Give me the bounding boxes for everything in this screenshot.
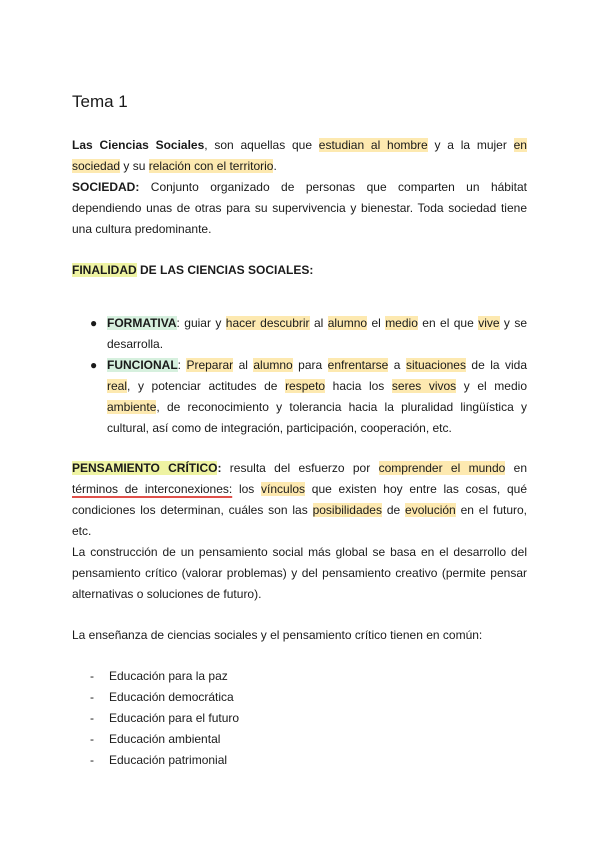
list-item-label: Educación para el futuro: [109, 711, 240, 725]
dash-icon: -: [90, 732, 94, 746]
list-item-label: Educación patrimonial: [109, 753, 228, 767]
text-span: al: [233, 358, 254, 372]
text-span: , son aquellas que: [204, 138, 319, 152]
text-span: resulta del esfuerzo por: [221, 461, 379, 475]
highlight: en sociedad: [72, 138, 527, 173]
finalidad-list: [72, 313, 527, 439]
highlight: real: [107, 379, 128, 393]
list-item: [72, 687, 527, 708]
text-span: a: [388, 358, 406, 372]
highlight: alumno: [327, 316, 368, 330]
text-span: y se desarrolla.: [107, 316, 528, 351]
highlight: situaciones: [405, 358, 466, 372]
funcional-term: FUNCIONAL: [107, 358, 178, 372]
list-item: [72, 313, 527, 355]
page-title: Tema 1: [72, 92, 128, 111]
text-span: , de reconocimiento y tolerancia hacia la pluralidad lingüística y cultural, así como de integración, participación, cooperación, etc.: [107, 400, 527, 435]
text-span: que existen hoy entre las cosas, qué condiciones los determinan, cuáles son las: [72, 482, 527, 517]
text-span: Conjunto organizado de personas que comparten un hábitat dependiendo unas de otras para su supervivencia y bienestar. Toda sociedad tiene una cultura predominante.: [72, 180, 527, 236]
ensenanza-paragraph: La enseñanza de ciencias sociales y el pensamiento crítico tienen en común:: [72, 628, 483, 642]
highlight: alumno: [253, 358, 293, 372]
dash-icon: -: [90, 690, 94, 704]
sociedad-term: SOCIEDAD:: [72, 180, 140, 194]
dash-icon: -: [90, 669, 94, 683]
highlight: evolución: [405, 503, 456, 517]
intro-paragraph: [72, 135, 527, 177]
highlight: vínculos: [261, 482, 306, 496]
highlight: hacer descubrir: [225, 316, 310, 330]
highlight: FINALIDAD: [72, 263, 137, 277]
highlight: comprender el mundo: [378, 461, 506, 475]
text-span: en: [505, 461, 527, 475]
text-span: DE LAS CIENCIAS SOCIALES:: [136, 263, 314, 277]
list-item-label: Educación democrática: [109, 690, 234, 704]
text-span: el: [367, 316, 386, 330]
text-span: hacia los: [325, 379, 392, 393]
bullet-icon: ●: [90, 316, 98, 330]
text-span: , y potenciar actitudes de: [127, 379, 286, 393]
text-span: y a la mujer: [427, 138, 514, 152]
intro-term: Las Ciencias Sociales: [72, 138, 205, 152]
text-span: para: [292, 358, 328, 372]
text-span: al: [309, 316, 328, 330]
dash-icon: -: [90, 753, 94, 767]
underlined-text: términos de interconexiones:: [72, 482, 233, 496]
text-span: en el futuro, etc.: [72, 503, 527, 538]
text-span: los: [232, 482, 262, 496]
text-span: .: [273, 159, 277, 173]
highlight: ambiente: [107, 400, 157, 414]
highlight: vive: [478, 316, 500, 330]
text-span: y su: [120, 159, 149, 173]
list-item-label: Educación ambiental: [109, 732, 221, 746]
highlight: relación con el territorio: [148, 159, 274, 173]
text-span: de: [381, 503, 406, 517]
pensamiento-term: PENSAMIENTO CRÍTICO: [72, 461, 218, 475]
text-span: : guiar y: [176, 316, 226, 330]
pensamiento-paragraph: [72, 458, 527, 542]
highlight: seres vivos: [391, 379, 457, 393]
highlight: estudian al hombre: [318, 138, 428, 152]
text-span: :: [217, 461, 222, 475]
list-item: [72, 666, 527, 687]
text-span: y el medio: [456, 379, 527, 393]
educacion-list: [72, 666, 527, 771]
highlight: respeto: [285, 379, 326, 393]
list-item: [72, 355, 527, 439]
highlight: posibilidades: [312, 503, 382, 517]
list-item: [72, 750, 527, 771]
list-item: [72, 729, 527, 750]
text-span: en el que: [417, 316, 479, 330]
list-item: [72, 708, 527, 729]
highlight: enfrentarse: [327, 358, 389, 372]
bullet-icon: ●: [90, 358, 98, 372]
list-item-label: Educación para la paz: [109, 669, 228, 683]
dash-icon: -: [90, 711, 94, 725]
construccion-paragraph: La construcción de un pensamiento social más global se basa en el desarrollo del pensamiento crítico (valorar problemas) y del pensamiento creativo (permite pensar alternativas o soluciones de futuro).: [72, 545, 527, 601]
text-span: de la vida: [465, 358, 528, 372]
formativa-term: FORMATIVA: [107, 316, 177, 330]
highlight: Preparar: [186, 358, 234, 372]
text-span: :: [177, 358, 187, 372]
sociedad-paragraph: [72, 177, 527, 240]
finalidad-heading: [72, 260, 527, 281]
highlight: medio: [385, 316, 418, 330]
